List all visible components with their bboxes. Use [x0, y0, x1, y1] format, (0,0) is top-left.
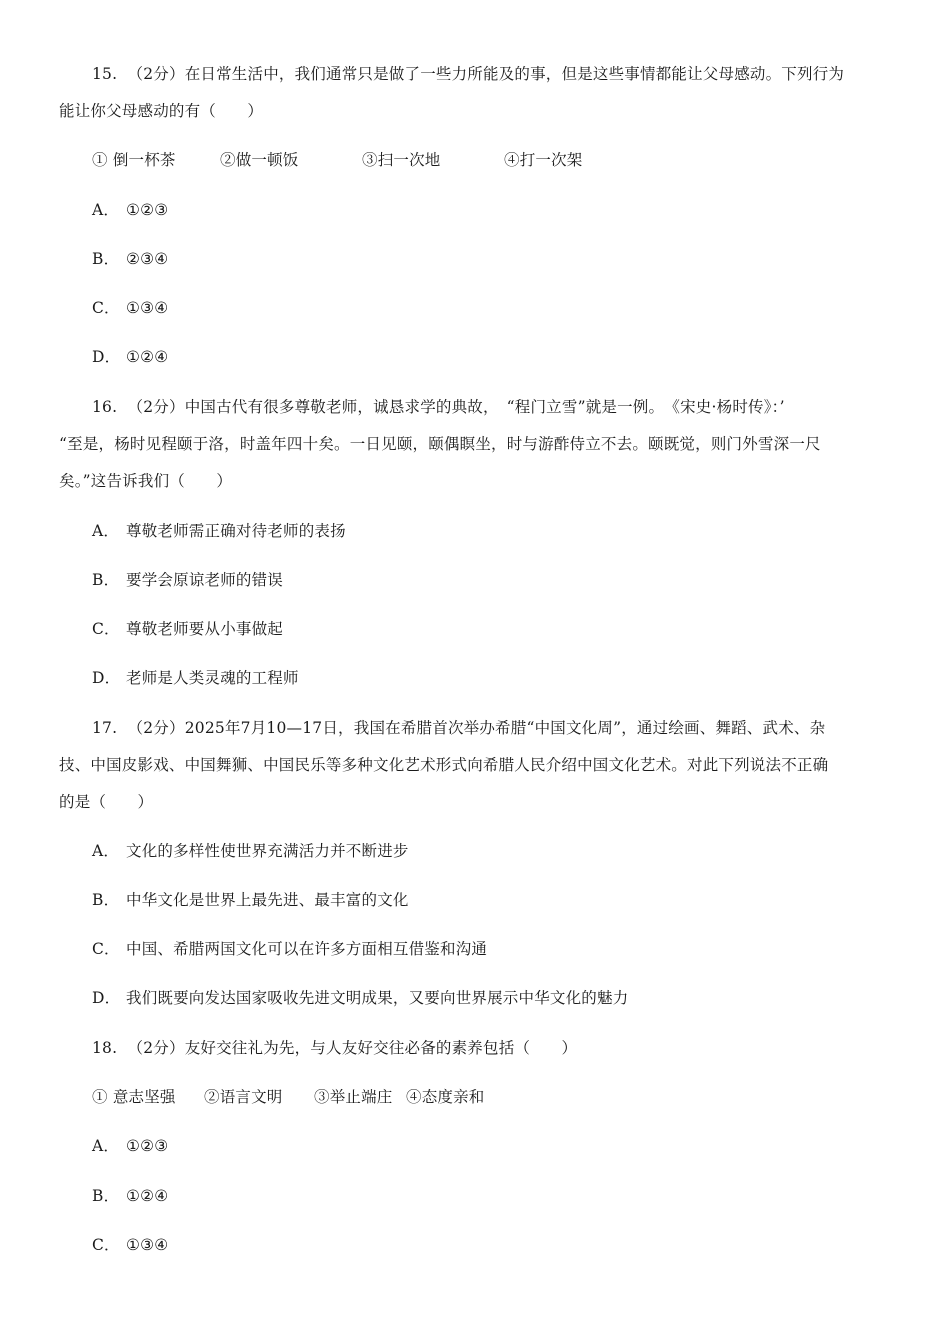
statement: ④态度亲和: [406, 1088, 485, 1106]
question-16-stem-line-3: 矣。”这告诉我们（ ）: [59, 472, 233, 490]
question-16-stem-line-2: “至是，杨时见程颐于洛，时盖年四十矣。一日见颐，颐偶瞑坐，时与游酢侍立不去。颐既觉，则门外雪深一尺: [59, 435, 821, 453]
question-18-option-c[interactable]: C． ①③④: [92, 1236, 169, 1254]
question-16-option-d[interactable]: D． 老师是人类灵魂的工程师: [92, 669, 299, 687]
question-15-option-d[interactable]: D． ①②④: [92, 348, 169, 366]
question-15-option-a[interactable]: A． ①②③: [92, 201, 169, 219]
question-15-stem-line-1: 15. （2分）在日常生活中，我们通常只是做了一些力所能及的事，但是这些事情都能让父母感动。下列行为: [92, 65, 845, 83]
question-15-option-c[interactable]: C． ①③④: [92, 299, 169, 317]
question-15-statements: [92, 150, 583, 170]
question-17-option-b[interactable]: B． 中华文化是世界上最先进、最丰富的文化: [92, 891, 409, 909]
statement: ③扫一次地: [362, 151, 441, 169]
question-18-statements: [92, 1087, 485, 1107]
question-17-stem-line-2: 技、中国皮影戏、中国舞狮、中国民乐等多种文化艺术形式向希腊人民介绍中国文化艺术。对此下列说法不正确: [59, 756, 829, 774]
question-17-option-c[interactable]: C． 中国、希腊两国文化可以在许多方面相互借鉴和沟通: [92, 940, 488, 958]
statement: ① 意志坚强: [92, 1088, 176, 1106]
question-17-stem-line-3: 的是（ ）: [59, 793, 154, 811]
question-17-option-d[interactable]: D． 我们既要向发达国家吸收先进文明成果，又要向世界展示中华文化的魅力: [92, 989, 629, 1007]
statement: ③举止端庄: [314, 1088, 393, 1106]
question-15-option-b[interactable]: B． ②③④: [92, 250, 169, 268]
question-17-option-a[interactable]: A． 文化的多样性使世界充满活力并不断进步: [92, 842, 409, 860]
statement: ① 倒一杯茶: [92, 151, 176, 169]
question-16-stem-line-1: 16. （2分）中国古代有很多尊敬老师，诚恳求学的典故， “程门立雪”就是一例。 《宋史·杨时传》：’: [92, 398, 785, 416]
statement: ②做一顿饭: [220, 151, 299, 169]
question-16-option-a[interactable]: A． 尊敬老师需正确对待老师的表扬: [92, 522, 346, 540]
statement: ②语言文明: [204, 1088, 283, 1106]
question-16-option-c[interactable]: C． 尊敬老师要从小事做起: [92, 620, 284, 638]
question-18-stem-line-1: 18. （2分）友好交往礼为先，与人友好交往必备的素养包括（ ）: [92, 1039, 578, 1057]
question-17-stem-line-1: 17. （2分）2025年7月10—17日，我国在希腊首次举办希腊“中国文化周”，通过绘画、舞蹈、武术、杂: [92, 719, 826, 737]
question-16-option-b[interactable]: B． 要学会原谅老师的错误: [92, 571, 284, 589]
question-18-option-b[interactable]: B． ①②④: [92, 1187, 169, 1205]
statement: ④打一次架: [504, 151, 583, 169]
question-18-option-a[interactable]: A． ①②③: [92, 1137, 169, 1155]
question-15-stem-line-2: 能让你父母感动的有（ ）: [59, 102, 264, 120]
